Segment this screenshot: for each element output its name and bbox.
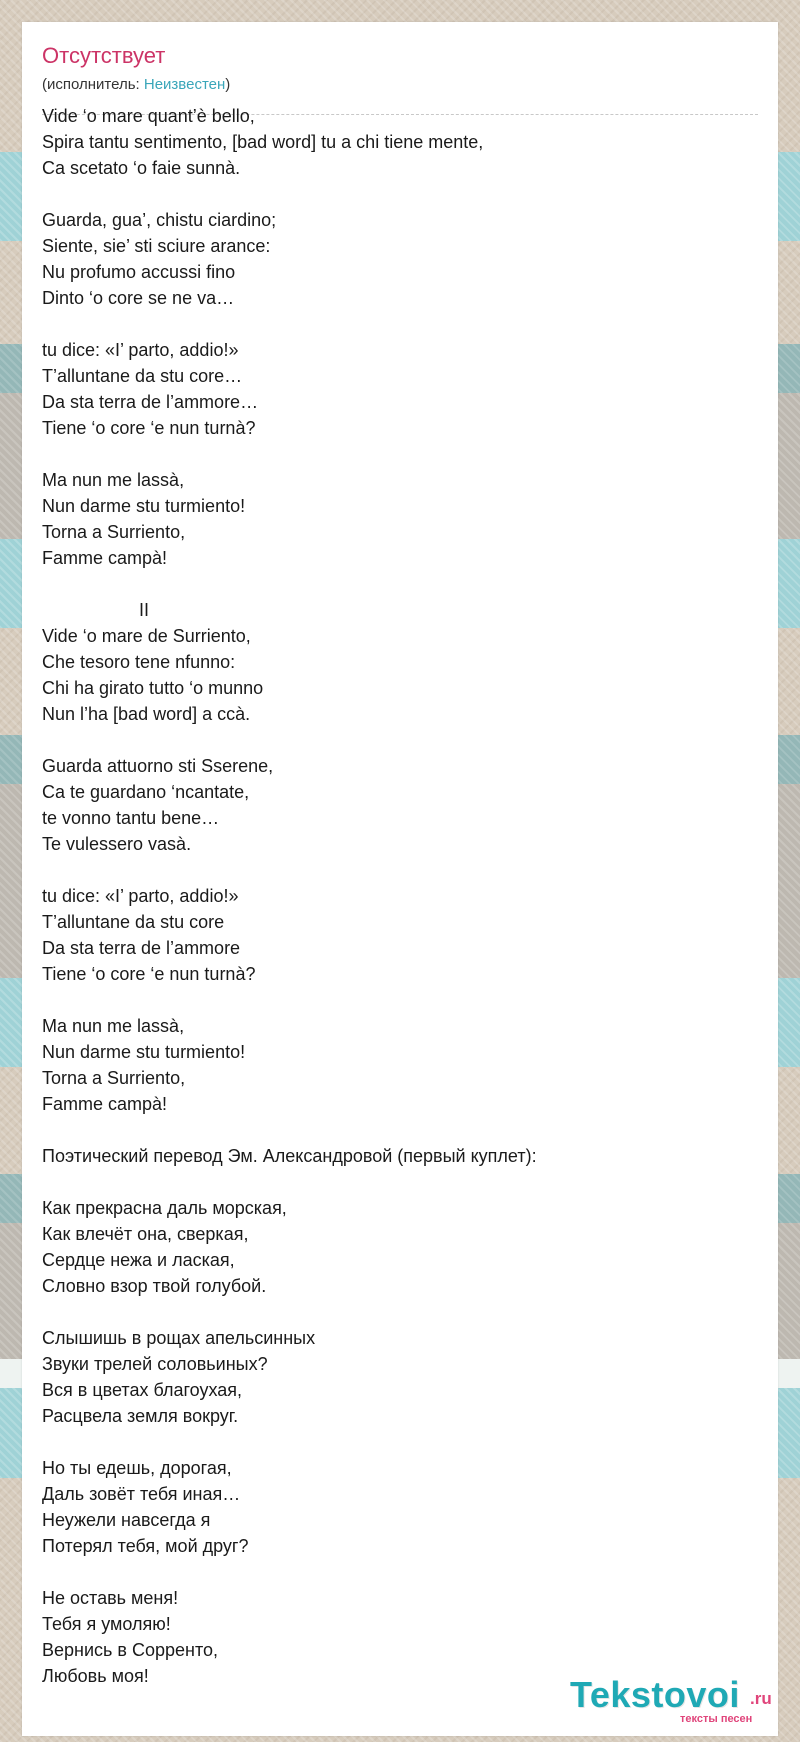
lyrics-line: Поэтический перевод Эм. Александровой (первый куплет): (42, 1146, 537, 1166)
site-logo[interactable] (570, 1675, 770, 1729)
lyrics-line: Vide ‘o mare quant’è bello, (42, 106, 255, 126)
lyrics-line: Nu profumo accussi fino (42, 262, 236, 282)
logo-tagline: тексты песен (680, 1713, 753, 1725)
lyrics-blank-line (42, 1117, 758, 1143)
lyrics-line: Torna a Surriento, (42, 1068, 186, 1088)
lyrics-text (42, 103, 758, 1689)
lyrics-line: Vide ‘o mare de Surriento, (42, 626, 251, 646)
lyrics-blank-line (42, 1169, 758, 1195)
lyrics-line: tu dice: «I’ parto, addio!» (42, 340, 239, 360)
lyrics-line: T’alluntane da stu core (42, 912, 225, 932)
artist-line (42, 75, 230, 95)
lyrics-line: Но ты едешь, дорогая, (42, 1458, 232, 1478)
lyrics-line: Guarda attuorno sti Sserene, (42, 756, 274, 776)
lyrics-line: Da sta terra de l’ammore… (42, 392, 259, 412)
lyrics-blank-line (42, 857, 758, 883)
lyrics-blank-line (42, 1299, 758, 1325)
lyrics-line: Te vulessero vasà. (42, 834, 192, 854)
lyrics-line: Chi ha girato tutto ‘o munno (42, 678, 264, 698)
lyrics-line: Неужели навсегда я (42, 1510, 211, 1530)
lyrics-line: Tiene ‘o core ‘e nun turnà? (42, 418, 256, 438)
lyrics-blank-line (42, 727, 758, 753)
lyrics-blank-line (42, 571, 758, 597)
lyrics-line: Famme campà! (42, 548, 168, 568)
lyrics-line: Spira tantu sentimento, [bad word] tu a chi tiene mente, (42, 132, 484, 152)
lyrics-line: Сердце нежа и лаская, (42, 1250, 235, 1270)
lyrics-line: T’alluntane da stu core… (42, 366, 243, 386)
lyrics-blank-line (42, 441, 758, 467)
lyrics-line: Звуки трелей соловьиных? (42, 1354, 268, 1374)
lyrics-line: Tiene ‘o core ‘e nun turnà? (42, 964, 256, 984)
lyrics-blank-line (42, 987, 758, 1013)
lyrics-line: Ma nun me lassà, (42, 1016, 185, 1036)
lyrics-line: II (139, 600, 150, 620)
logo-domain: .ru (750, 1689, 772, 1708)
lyrics-line: Torna a Surriento, (42, 522, 186, 542)
lyrics-line: Nun darme stu turmiento! (42, 1042, 246, 1062)
lyrics-line: Siente, sie’ sti sciure arance: (42, 236, 271, 256)
lyrics-line: Потерял тебя, мой друг? (42, 1536, 249, 1556)
lyrics-line: Ca scetato ‘o faie sunnà. (42, 158, 241, 178)
lyrics-blank-line (42, 311, 758, 337)
song-title: Отсутствует (42, 43, 166, 68)
lyrics-line: Любовь моя! (42, 1666, 149, 1686)
lyrics-line: Nun l’ha [bad word] a ccà. (42, 704, 251, 724)
lyrics-line: Словно взор твой голубой. (42, 1276, 267, 1296)
artist-prefix: (исполнитель: (42, 76, 144, 93)
lyrics-line: Ma nun me lassà, (42, 470, 185, 490)
lyrics-line: Как влечёт она, сверкая, (42, 1224, 249, 1244)
lyrics-line: Guarda, gua’, chistu ciardino; (42, 210, 277, 230)
lyrics-line: te vonno tantu bene… (42, 808, 220, 828)
lyrics-line: Вся в цветах благоухая, (42, 1380, 243, 1400)
logo-wordmark: Tekstovoi (570, 1674, 740, 1715)
lyrics-line: Не оставь меня! (42, 1588, 179, 1608)
lyrics-line: Che tesoro tene nfunno: (42, 652, 236, 672)
lyrics-blank-line (42, 1559, 758, 1585)
lyrics-blank-line (42, 1429, 758, 1455)
lyrics-line: Famme campà! (42, 1094, 168, 1114)
lyrics-line: Вернись в Сорренто, (42, 1640, 219, 1660)
lyrics-line: Da sta terra de l’ammore (42, 938, 241, 958)
artist-link[interactable]: Неизвестен (143, 76, 226, 93)
lyrics-line: Тебя я умоляю! (42, 1614, 171, 1634)
lyrics-line: Dinto ‘o core se ne va… (42, 288, 235, 308)
lyrics-blank-line (42, 181, 758, 207)
lyrics-line: tu dice: «I’ parto, addio!» (42, 886, 239, 906)
lyrics-line: Nun darme stu turmiento! (42, 496, 246, 516)
artist-suffix: ) (225, 76, 231, 93)
lyrics-line: Ca te guardano ‘ncantate, (42, 782, 250, 802)
lyrics-line: Как прекрасна даль морская, (42, 1198, 287, 1218)
lyrics-line: Даль зовёт тебя иная… (42, 1484, 241, 1504)
lyrics-line: Расцвела земля вокруг. (42, 1406, 239, 1426)
lyrics-line: Слышишь в рощах апельсинных (42, 1328, 316, 1348)
lyrics-card (22, 22, 778, 1736)
